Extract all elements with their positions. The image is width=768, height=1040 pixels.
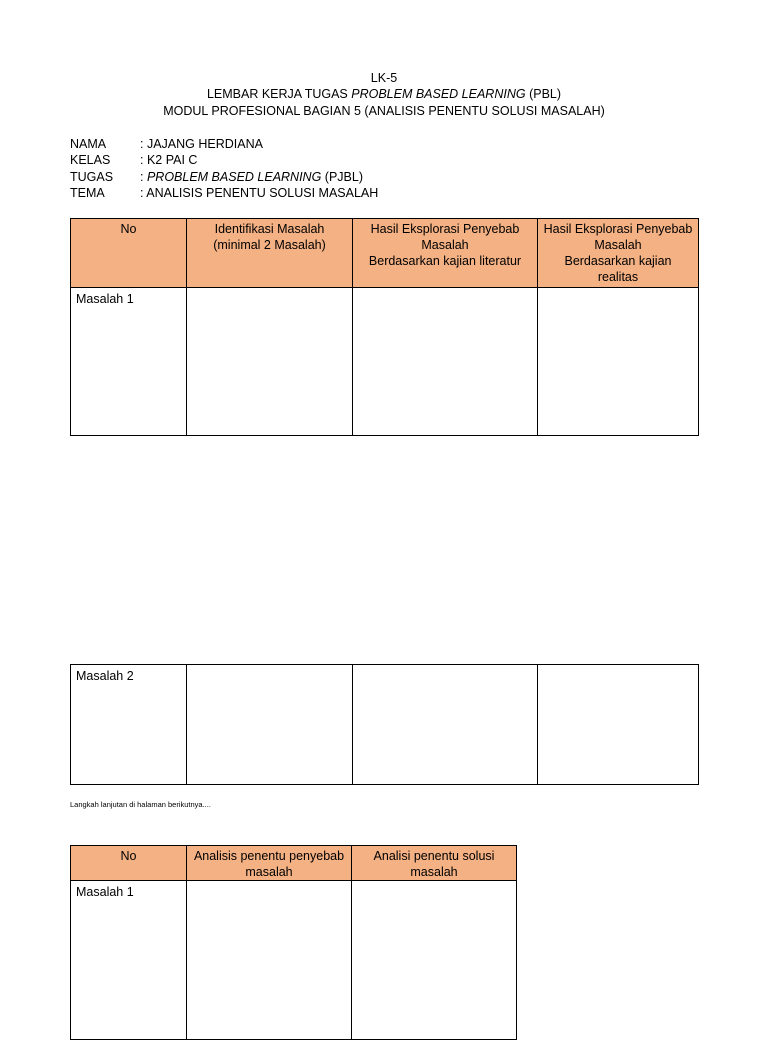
table1-row1-realitas-cell[interactable]	[537, 287, 699, 436]
tugas-label: TUGAS	[70, 170, 114, 184]
table1-row1-identifikasi-cell[interactable]	[186, 287, 353, 436]
table2-header-penyebab: Analisis penentu penyebab masalah	[186, 845, 352, 881]
table2-row1-label: Masalah 1	[70, 880, 187, 1040]
table1-row1-literatur-cell[interactable]	[352, 287, 538, 436]
document-code: LK-5	[370, 71, 398, 85]
tugas-italic: PROBLEM BASED LEARNING	[146, 170, 322, 184]
title-italic: PROBLEM BASED LEARNING	[351, 87, 526, 101]
tema-value: : ANALISIS PENENTU SOLUSI MASALAH	[140, 186, 379, 200]
document-title	[0, 86, 768, 102]
title-suffix: (PBL)	[525, 87, 562, 101]
table1-header-identifikasi: Identifikasi Masalah (minimal 2 Masalah)	[186, 218, 353, 288]
table1-header-realitas: Hasil Eksplorasi Penyebab Masalah Berdasarkan kajian realitas	[537, 218, 699, 288]
table1-row2-literatur-cell[interactable]	[352, 664, 538, 785]
table1-row2-identifikasi-cell[interactable]	[186, 664, 353, 785]
table1-row2-realitas-cell[interactable]	[537, 664, 699, 785]
kelas-value: : K2 PAI C	[140, 153, 198, 167]
table1-row2-label: Masalah 2	[70, 664, 187, 785]
tugas-suffix: (PJBL)	[321, 170, 363, 184]
continuation-note: Langkah lanjutan di halaman berikutnya....	[70, 800, 211, 809]
table2-header-solusi: Analisi penentu solusi masalah	[351, 845, 517, 881]
table2-row1-solusi-cell[interactable]	[351, 880, 517, 1040]
nama-value: : JAJANG HERDIANA	[140, 137, 263, 151]
kelas-label: KELAS	[70, 153, 111, 167]
table2-header-no: No	[70, 845, 187, 881]
table2-row1-penyebab-cell[interactable]	[186, 880, 352, 1040]
tugas-prefix: :	[140, 170, 147, 184]
nama-label: NAMA	[70, 137, 107, 151]
document-subtitle: MODUL PROFESIONAL BAGIAN 5 (ANALISIS PENENTU SOLUSI MASALAH)	[163, 104, 605, 118]
table1-header-no: No	[70, 218, 187, 288]
table1-header-literatur: Hasil Eksplorasi Penyebab Masalah Berdasarkan kajian literatur	[352, 218, 538, 288]
tema-label: TEMA	[70, 186, 105, 200]
tugas-value	[140, 169, 363, 185]
title-prefix: LEMBAR KERJA TUGAS	[206, 87, 352, 101]
table1-row1-label: Masalah 1	[70, 287, 187, 436]
